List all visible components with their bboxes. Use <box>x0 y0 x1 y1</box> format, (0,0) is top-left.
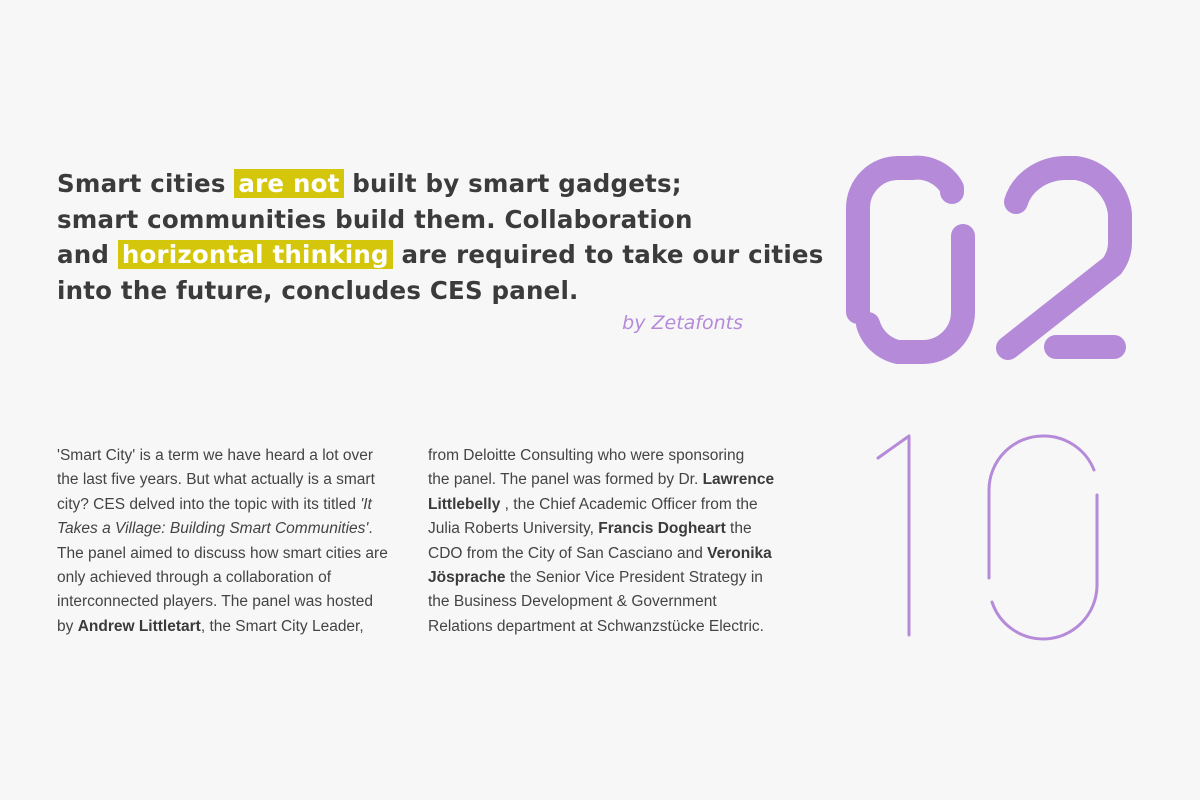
body-text: Julia Roberts University, <box>428 520 599 538</box>
body-line <box>428 542 788 566</box>
body-text: city? CES delved into the topic with its titled <box>57 495 361 513</box>
numeral-one-thin <box>878 436 909 635</box>
body-line <box>428 493 788 517</box>
panel-title-italic: Takes a Village: Building Smart Communities' <box>57 520 369 538</box>
body-line <box>57 615 407 639</box>
person-name: Francis Dogheart <box>598 520 726 538</box>
person-name: Veronika <box>707 544 772 562</box>
body-text: . <box>368 520 373 538</box>
body-line <box>428 468 788 492</box>
headline-text: Smart cities <box>57 169 235 198</box>
body-text: , the Smart City Leader, <box>200 617 364 635</box>
body-line <box>57 517 407 541</box>
body-column-right <box>428 444 788 639</box>
person-name: Lawrence <box>702 471 775 489</box>
body-line: Relations department at Schwanzstücke Electric. <box>428 617 764 635</box>
body-text: by <box>57 617 78 635</box>
body-line <box>57 493 407 517</box>
person-name: Littlebelly <box>428 495 501 513</box>
panel-title-italic: 'It <box>360 495 372 513</box>
headline-line-3 <box>57 237 824 273</box>
large-numerals <box>830 140 1150 660</box>
headline-text: built by smart gadgets; <box>343 169 682 198</box>
person-name: Andrew Littletart <box>77 617 201 635</box>
headline-line-2: smart communities build them. Collaboration <box>57 204 693 234</box>
person-name: Jösprache <box>428 569 506 587</box>
byline: by Zetafonts <box>622 312 743 334</box>
headline-text: and <box>57 240 118 269</box>
body-line: The panel aimed to discuss how smart cities are <box>57 544 388 562</box>
body-line <box>428 517 788 541</box>
highlight-are-not: are not <box>234 169 343 198</box>
headline-line-4: into the future, concludes CES panel. <box>57 275 579 305</box>
body-text: CDO from the City of San Casciano and <box>428 544 708 562</box>
body-line <box>428 566 788 590</box>
body-column-left <box>57 444 407 639</box>
numeral-zero-bold <box>858 168 963 352</box>
body-text: the Senior Vice President Strategy in <box>505 569 763 587</box>
headline-line-1 <box>57 166 797 202</box>
body-line: from Deloitte Consulting who were sponsoring <box>428 447 745 464</box>
numeral-zero-thin <box>989 436 1097 639</box>
numeral-two-bold <box>1008 168 1120 348</box>
body-text: , the Chief Academic Officer from the <box>500 495 758 513</box>
body-line: the last five years. But what actually is a smart <box>57 471 375 489</box>
body-line: 'Smart City' is a term we have heard a lot over <box>57 447 374 464</box>
body-line: only achieved through a collaboration of <box>57 569 332 587</box>
headline <box>57 166 824 308</box>
body-text: the panel. The panel was formed by Dr. <box>428 471 703 489</box>
body-line: the Business Development & Government <box>428 593 717 611</box>
body-line: interconnected players. The panel was hosted <box>57 593 373 611</box>
headline-text: are required to take our cities <box>392 240 824 269</box>
body-text: the <box>725 520 752 538</box>
highlight-horizontal-thinking: horizontal thinking <box>118 240 393 269</box>
